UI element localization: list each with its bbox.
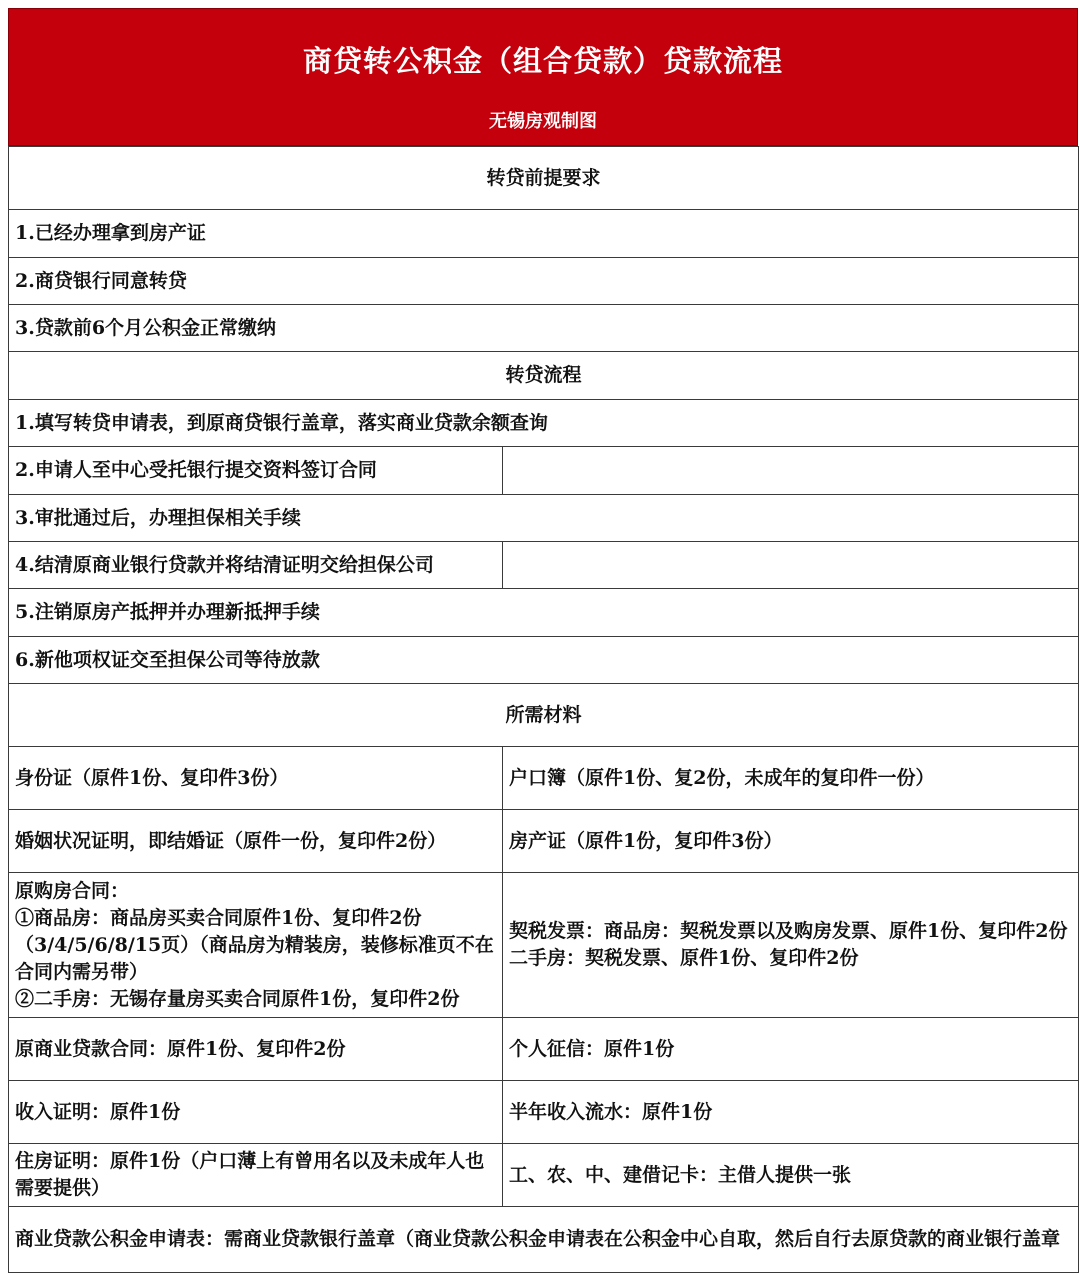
requirement-row <box>9 258 1079 305</box>
loan-process-table <box>8 146 1079 1273</box>
process-step: 5.注销原房产抵押并办理新抵押手续 <box>9 589 1079 637</box>
process-step-row <box>9 589 1079 637</box>
material-line: 二手房：契税发票、原件1份、复印件2份 <box>509 947 859 969</box>
section-heading-requirements: 转贷前提要求 <box>9 147 1079 210</box>
material-right <box>503 1018 1079 1081</box>
material-line: 婚姻状况证明，即结婚证（原件一份，复印件2份） <box>15 829 447 852</box>
material-row <box>9 1144 1079 1207</box>
process-step-row <box>9 495 1079 542</box>
material-row <box>9 747 1079 810</box>
footer-row <box>9 1207 1079 1273</box>
material-line: 原购房合同： <box>15 879 130 902</box>
process-step-row <box>9 447 1079 495</box>
section-row <box>9 352 1079 400</box>
material-row <box>9 1018 1079 1081</box>
requirement-item: 3.贷款前6个月公积金正常缴纳 <box>9 305 1079 352</box>
material-left <box>9 1018 503 1081</box>
material-right <box>503 873 1079 1018</box>
requirement-item: 2.商贷银行同意转贷 <box>9 258 1079 305</box>
material-left <box>9 810 503 873</box>
process-step: 4.结清原商业银行贷款并将结清证明交给担保公司 <box>9 542 503 589</box>
empty-cell <box>503 542 1079 589</box>
section-row <box>9 147 1079 210</box>
material-right <box>503 1081 1079 1144</box>
material-line: 个人征信：原件1份 <box>509 1037 675 1060</box>
material-line: 工、农、中、建借记卡：主借人提供一张 <box>509 1163 852 1186</box>
material-right <box>503 1144 1079 1207</box>
material-line: ②二手房：无锡存量房买卖合同原件1份，复印件2份 <box>15 987 460 1010</box>
requirement-row <box>9 305 1079 352</box>
process-step-row <box>9 400 1079 447</box>
material-line: 收入证明：原件1份 <box>15 1100 181 1123</box>
section-row <box>9 684 1079 747</box>
section-heading-process: 转贷流程 <box>9 352 1079 400</box>
material-left <box>9 747 503 810</box>
loan-process-sheet <box>8 8 1078 1273</box>
section-heading-materials: 所需材料 <box>9 684 1079 747</box>
material-line: 房产证（原件1份，复印件3份） <box>509 829 783 852</box>
material-row <box>9 1081 1079 1144</box>
material-left <box>9 1081 503 1144</box>
process-step-row <box>9 637 1079 684</box>
material-right <box>503 810 1079 873</box>
material-line: 半年收入流水：原件1份 <box>509 1100 713 1123</box>
material-right <box>503 747 1079 810</box>
application-form-note: 商业贷款公积金申请表：需商业贷款银行盖章（商业贷款公积金申请表在公积金中心自取，然后自行去原贷款的商业银行盖章 <box>9 1207 1079 1273</box>
process-step: 3.审批通过后，办理担保相关手续 <box>9 495 1079 542</box>
requirement-item: 1.已经办理拿到房产证 <box>9 210 1079 258</box>
material-line: 住房证明：原件1份（户口薄上有曾用名以及未成年人也需要提供） <box>15 1150 485 1199</box>
header-banner <box>8 8 1078 146</box>
requirement-row <box>9 210 1079 258</box>
page-subtitle: 无锡房观制图 <box>489 111 597 132</box>
material-left <box>9 1144 503 1207</box>
process-step: 2.申请人至中心受托银行提交资料签订合同 <box>9 447 503 495</box>
material-row <box>9 810 1079 873</box>
process-step-row <box>9 542 1079 589</box>
material-left <box>9 873 503 1018</box>
material-line: ①商品房：商品房买卖合同原件1份、复印件2份（3/4/5/6/8/15页）（商品房为精装房，装修标准页不在合同内需另带） <box>15 906 494 983</box>
material-line: 户口簿（原件1份、复2份，未成年的复印件一份） <box>509 766 935 789</box>
process-step: 6.新他项权证交至担保公司等待放款 <box>9 637 1079 684</box>
process-step: 1.填写转贷申请表，到原商贷银行盖章，落实商业贷款余额查询 <box>9 400 1079 447</box>
material-line: 身份证（原件1份、复印件3份） <box>15 766 289 789</box>
empty-cell <box>503 447 1079 495</box>
material-line: 契税发票：商品房：契税发票以及购房发票、原件1份、复印件2份 <box>509 920 1068 942</box>
page-title: 商贷转公积金（组合贷款）贷款流程 <box>302 44 783 78</box>
material-line: 原商业贷款合同：原件1份、复印件2份 <box>15 1037 346 1060</box>
material-row <box>9 873 1079 1018</box>
